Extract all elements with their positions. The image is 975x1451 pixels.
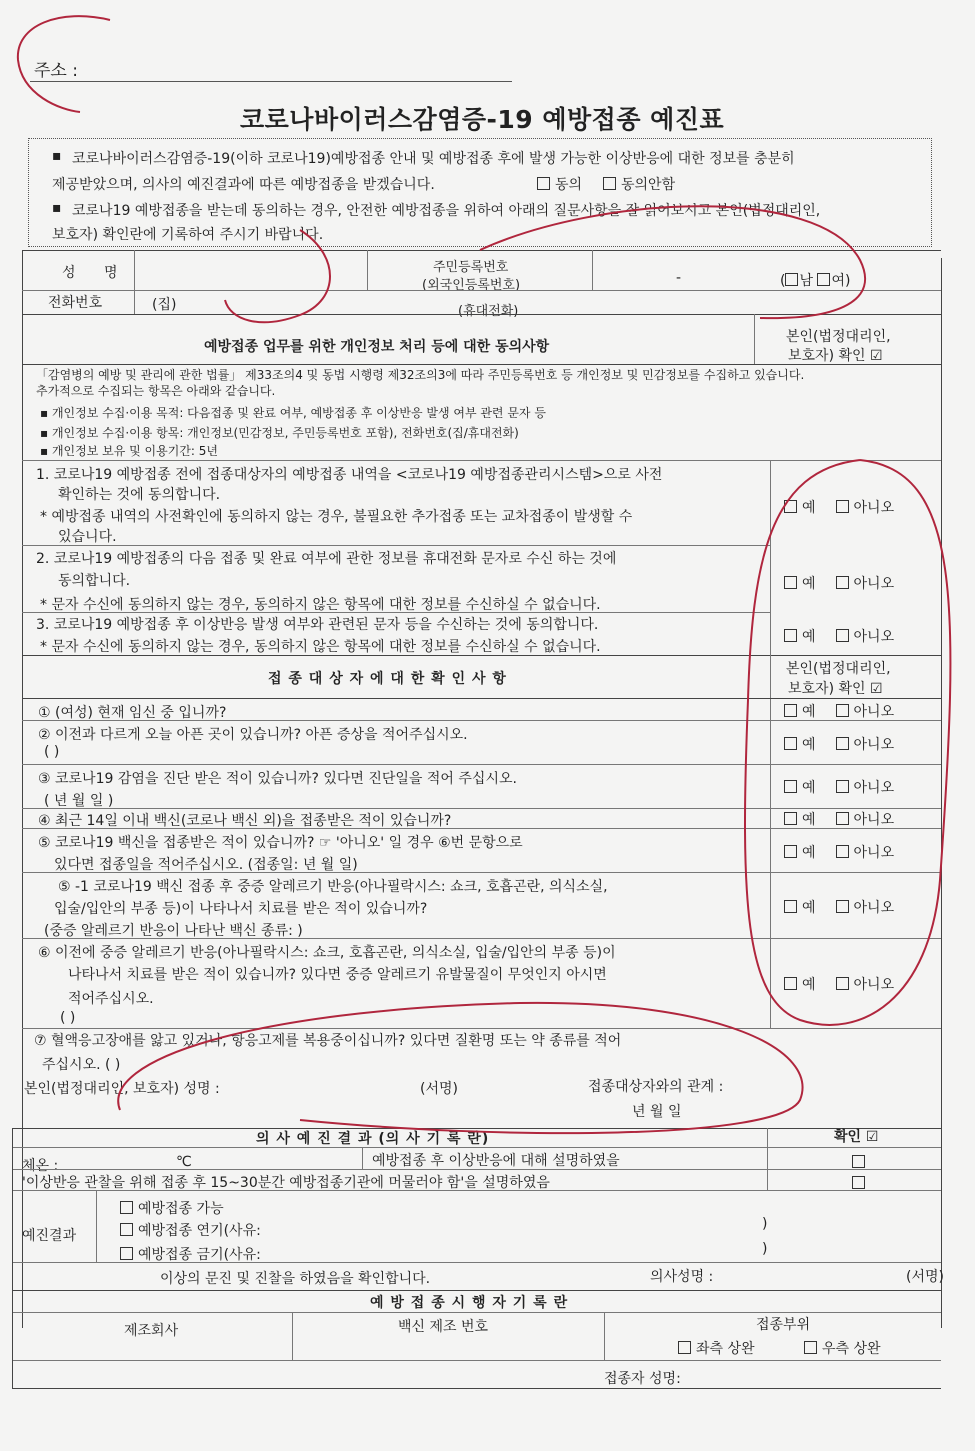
result-delay[interactable]: 예방접종 연기(사유: xyxy=(120,1220,261,1240)
screening-q3-a: ③ 코로나19 감염을 진단 받은 적이 있습니까? 있다면 진단일을 적어 주십시오. xyxy=(38,771,517,787)
doctor-sign-mark[interactable]: (서명) xyxy=(906,1269,944,1285)
phone-label: 전화번호 xyxy=(48,295,103,311)
notice-line-1: 코로나바이러스감염증-19(이하 코로나19)예방접종 안내 및 예방접종 후에 발생 가능한 이상반응에 대한 정보를 충분히 xyxy=(72,151,795,167)
doctor-sign-label: 의사성명 : xyxy=(650,1269,714,1285)
temperature-label: 체온 : xyxy=(22,1158,59,1174)
screening-q5-1-answer[interactable]: 예 아니오 xyxy=(784,897,894,917)
temperature-unit[interactable]: ℃ xyxy=(176,1154,192,1170)
name-label: 성 명 xyxy=(62,265,130,281)
screening-q6-answer[interactable]: 예 아니오 xyxy=(784,974,894,994)
vaccinator-sign-label: 접종자 성명: xyxy=(604,1371,681,1387)
screening-q7-b[interactable]: 주십시오. ( ) xyxy=(42,1057,121,1073)
privacy-q2-a: 2. 코로나19 예방접종의 다음 접종 및 완료 여부에 관한 정보를 휴대전화 문자로 수신 하는 것에 xyxy=(36,551,617,567)
privacy-q1-c: * 예방접종 내역의 사전확인에 동의하지 않는 경우, 불필요한 추가접종 또는 교차접종이 발생할 수 xyxy=(40,509,633,525)
privacy-confirm-label-2: 보호자) 확인 ☑ xyxy=(788,348,883,364)
screening-q3-b[interactable]: ( 년 월 일 ) xyxy=(44,793,114,809)
notice-bullet-1: ▪ xyxy=(52,148,62,164)
privacy-law-1: 「감염병의 예방 및 관리에 관한 법률」 제33조의4 및 동법 시행령 제32조의3에 따라 주민등록번호 등 개인정보 및 민감정보를 수집하고 있습니다. xyxy=(36,368,805,382)
privacy-law-2: 추가적으로 수집되는 항목은 아래와 같습니다. xyxy=(36,384,276,398)
guardian-sign-label: 본인(법정대리인, 보호자) 성명 : xyxy=(24,1081,220,1097)
explained-adverse-label: 예방접종 후 이상반응에 대해 설명하였을 xyxy=(372,1153,620,1169)
consent-disagree-option[interactable]: 동의안함 xyxy=(603,174,675,194)
screening-q5-b[interactable]: 있다면 접종일을 적어주십시오. (접종일: 년 월 일) xyxy=(54,857,358,873)
admin-header: 예 방 접 종 시 행 자 기 록 란 xyxy=(370,1295,569,1311)
privacy-header: 예방접종 업무를 위한 개인정보 처리 등에 대한 동의사항 xyxy=(204,339,550,355)
consent-agree-option[interactable]: 동의 xyxy=(537,174,582,194)
doctor-confirm-label: 확인 ☑ xyxy=(834,1129,879,1145)
screening-q2-answer[interactable]: 예 아니오 xyxy=(784,734,894,754)
screening-q4: ④ 최근 14일 이내 백신(코로나 백신 외)을 접종받은 적이 있습니까? xyxy=(38,813,452,829)
annotation-answers-oval xyxy=(745,460,950,1025)
screening-q5-1-b: 입술/입안의 부종 등)이 나타나서 치료를 받은 적이 있습니까? xyxy=(54,901,428,917)
privacy-q2-b: 동의합니다. xyxy=(58,573,131,589)
privacy-items: ▪ 개인정보 수집·이용 항목: 개인정보(민감정보, 주민등록번호 포함), 전화번호(집/휴대전화) xyxy=(40,426,519,440)
site-right-option[interactable]: 우측 상완 xyxy=(804,1338,881,1358)
screening-q7-a: ⑦ 혈액응고장애를 앓고 있거나, 항응고제를 복용중이십니까? 있다면 질환명 또는 약 종류를 적어 xyxy=(34,1033,622,1049)
result-label: 예진결과 xyxy=(22,1228,77,1244)
home-phone-field[interactable]: (집) xyxy=(152,297,177,313)
screening-q6-c: 적어주십시오. xyxy=(68,991,154,1007)
annotation-name-mark xyxy=(225,230,330,322)
notice-bullet-2: ▪ xyxy=(52,200,62,216)
doctor-header: 의 사 예 진 결 과 (의 사 기 록 란) xyxy=(256,1131,490,1147)
injection-site-label: 접종부위 xyxy=(756,1317,811,1333)
privacy-q3-answer[interactable]: 예 아니오 xyxy=(784,626,894,646)
screening-q2-a: ② 이전과 다르게 오늘 아픈 곳이 있습니까? 아픈 증상을 적어주십시오. xyxy=(38,727,468,743)
screening-q5-answer[interactable]: 예 아니오 xyxy=(784,842,894,862)
screening-q5-a: ⑤ 코로나19 백신을 접종받은 적이 있습니까? ☞ '아니오' 일 경우 ⑥번 문항으로 xyxy=(38,835,523,851)
site-left-option[interactable]: 좌측 상완 xyxy=(678,1338,755,1358)
result-possible[interactable]: 예방접종 가능 xyxy=(120,1198,224,1218)
guardian-sign-mark[interactable]: (서명) xyxy=(420,1081,458,1097)
lot-number-label: 백신 제조 번호 xyxy=(398,1319,489,1335)
privacy-q1-b: 확인하는 것에 동의합니다. xyxy=(58,487,221,503)
privacy-q3-a: 3. 코로나19 예방접종 후 이상반응 발생 여부와 관련된 문자 등을 수신하는 것에 동의합니다. xyxy=(36,617,599,633)
notice-line-3: 코로나19 예방접종을 받는데 동의하는 경우, 안전한 예방접종을 위하여 아래의 질문사항을 잘 읽어보시고 본인(법정대리인, xyxy=(72,203,821,219)
manufacturer-label: 제조회사 xyxy=(124,1323,179,1339)
privacy-q2-answer[interactable]: 예 아니오 xyxy=(784,573,894,593)
checked-box-icon: ☑ xyxy=(870,681,883,697)
screening-q4-answer[interactable]: 예 아니오 xyxy=(784,809,894,829)
privacy-q1-answer[interactable]: 예 아니오 xyxy=(784,497,894,517)
mobile-phone-field[interactable]: (휴대전화) xyxy=(458,304,519,319)
result-delay-close: ) xyxy=(762,1216,768,1232)
relation-label: 접종대상자와의 관계 : xyxy=(588,1079,724,1095)
notice-line-2: 제공받았으며, 의사의 예진결과에 따른 예방접종을 받겠습니다. xyxy=(52,177,435,193)
privacy-q1-d: 있습니다. xyxy=(58,529,117,545)
privacy-period: ▪ 개인정보 보유 및 이용기간: 5년 xyxy=(40,444,218,458)
form-title: 코로나바이러스감염증-19 예방접종 예진표 xyxy=(240,105,725,134)
screening-q6-b: 나타나서 치료를 받은 적이 있습니까? 있다면 중증 알레르기 유발물질이 무엇인지 아시면 xyxy=(68,967,607,983)
attest-statement: 이상의 문진 및 진찰을 하였음을 확인합니다. xyxy=(160,1271,431,1287)
screening-q5-1-a: ⑤ -1 코로나19 백신 접종 후 중증 알레르기 반응(아나필락시스: 쇼크, 호흡곤란, 의식소실, xyxy=(58,879,608,895)
annotation-sex-circle xyxy=(480,206,865,318)
explained-observation-label: '이상반응 관찰을 위해 접종 후 15~30분간 예방접종기관에 머물러야 함'을 설명하였음 xyxy=(22,1175,550,1191)
screening-q1: ① (여성) 현재 임신 중 입니까? xyxy=(38,705,227,721)
privacy-q3-b: * 문자 수신에 동의하지 않는 경우, 동의하지 않은 항목에 대한 정보를 수신하실 수 없습니다. xyxy=(40,639,601,655)
screening-q6-a: ⑥ 이전에 중증 알레르기 반응(아나필락시스: 쇼크, 호흡곤란, 의식소실, 입술/입안의 부종 등)이 xyxy=(38,945,616,961)
screening-q6-d[interactable]: ( ) xyxy=(60,1010,76,1026)
checked-box-icon: ☑ xyxy=(870,348,883,364)
sex-select[interactable]: ( 남 여) xyxy=(780,273,851,289)
screening-q1-answer[interactable]: 예 아니오 xyxy=(784,701,894,721)
screening-confirm-label-2: 보호자) 확인 ☑ xyxy=(788,681,883,697)
screening-confirm-label-1: 본인(법정대리인, xyxy=(786,661,891,677)
rrn-dash: - xyxy=(676,270,682,286)
privacy-q2-c: * 문자 수신에 동의하지 않는 경우, 동의하지 않은 항목에 대한 정보를 수신하실 수 없습니다. xyxy=(40,597,601,613)
annotation-q7-oval xyxy=(118,1003,802,1133)
rrn-label: 주민등록번호 xyxy=(433,260,509,275)
privacy-confirm-label-1: 본인(법정대리인, xyxy=(786,329,891,345)
address-label: 주소 : xyxy=(34,61,78,81)
annotation-address-circle xyxy=(18,16,110,112)
privacy-q1-a: 1. 코로나19 예방접종 전에 접종대상자의 예방접종 내역을 <코로나19 예방접종관리시스템>으로 사전 xyxy=(36,467,663,483)
sign-date[interactable]: 년 월 일 xyxy=(632,1104,682,1120)
privacy-purpose: ▪ 개인정보 수집·이용 목적: 다음접종 및 완료 여부, 예방접종 후 이상반응 발생 여부 관련 문자 등 xyxy=(40,406,546,420)
result-prohibit-close: ) xyxy=(762,1241,768,1257)
notice-line-4: 보호자) 확인란에 기록하여 주시기 바랍니다. xyxy=(52,227,324,243)
screening-q2-b[interactable]: ( ) xyxy=(44,744,60,760)
screening-q5-1-c[interactable]: (중증 알레르기 반응이 나타난 백신 종류: ) xyxy=(44,923,303,939)
screening-q3-answer[interactable]: 예 아니오 xyxy=(784,777,894,797)
result-prohibit[interactable]: 예방접종 금기(사유: xyxy=(120,1244,261,1264)
foreign-id-label: (외국인등록번호) xyxy=(422,278,521,293)
screening-header: 접 종 대 상 자 에 대 한 확 인 사 항 xyxy=(268,671,507,687)
